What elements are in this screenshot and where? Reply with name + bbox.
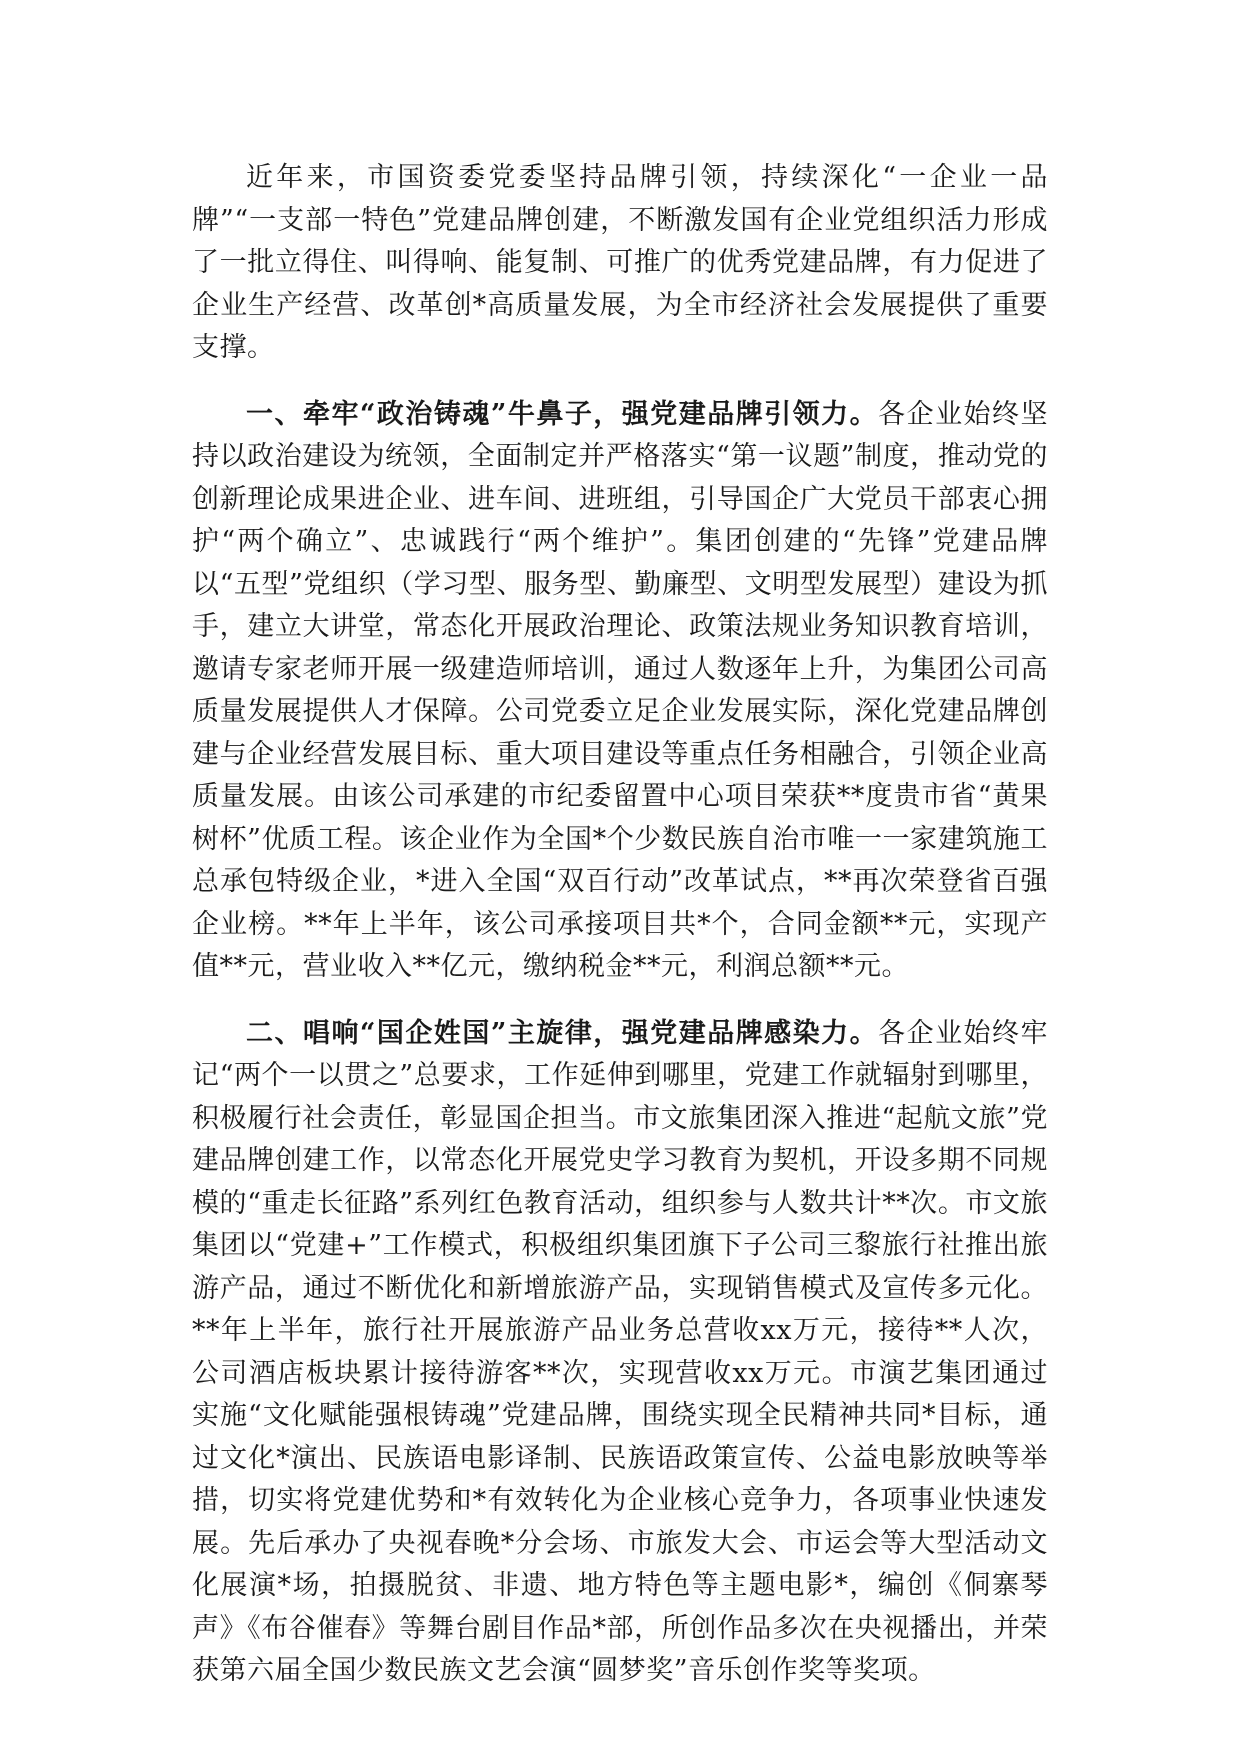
paragraph-intro [192, 157, 1048, 370]
section-1-text: 各企业始终坚持以政治建设为统领，全面制定并严格落实“第一议题”制度，推动党的创新理论成果进企业、进车间、进班组，引导国企广大党员干部衷心拥护“两个确立”、忠诚践行“两个维护”。集团创建的“先锋”党建品牌以“五型”党组织（学习型、服务型、勤廉型、文明型发展型）建设为抓手，建立大讲堂，常态化开展政治理论、政策法规业务知识教育培训，邀请专家老师开展一级建造师培训，通过人数逐年上升，为集团公司高质量发展提供人才保障。公司党委立足企业发展实际，深化党建品牌创建与企业经营发展目标、重大项目建设等重点任务相融合，引领企业高质量发展。由该公司承建的市纪委留置中心项目荣获**度贵市省“黄果树杯”优质工程。该企业作为全国*个少数民族自治市唯一一家建筑施工总承包特级企业，*进入全国“双百行动”改革试点，**再次荣登省百强企业榜。**年上半年，该公司承接项目共*个，合同金额**元，实现产值**元，营业收入**亿元，缴纳税金**元，利润总额**元。 [192, 398, 1049, 982]
section-2-heading: 二、唱响“国企姓国”主旋律，强党建品牌感染力。 [246, 1017, 879, 1049]
paragraph-section-1 [192, 394, 1048, 989]
section-1-heading: 一、牵牢“政治铸魂”牛鼻子，强党建品牌引领力。 [246, 398, 879, 430]
paragraph-intro-text: 近年来，市国资委党委坚持品牌引领，持续深化“一企业一品牌”“一支部一特色”党建品牌创建，不断激发国有企业党组织活力形成了一批立得住、叫得响、能复制、可推广的优秀党建品牌，有力促进了企业生产经营、改革创*高质量发展，为全市经济社会发展提供了重要支撑。 [192, 162, 1048, 363]
paragraph-section-2 [192, 1013, 1048, 1693]
section-2-text: 各企业始终牢记“两个一以贯之”总要求，工作延伸到哪里，党建工作就辐射到哪里，积极履行社会责任，彰显国企担当。市文旅集团深入推进“起航文旅”党建品牌创建工作，以常态化开展党史学习教育为契机，开设多期不同规模的“重走长征路”系列红色教育活动，组织参与人数共计**次。市文旅集团以“党建+”工作模式，积极组织集团旗下子公司三黎旅行社推出旅游产品，通过不断优化和新增旅游产品，实现销售模式及宣传多元化。**年上半年，旅行社开展旅游产品业务总营收xx万元，接待**人次，公司酒店板块累计接待游客**次，实现营收xx万元。市演艺集团通过实施“文化赋能强根铸魂”党建品牌，围绕实现全民精神共同*目标，通过文化*演出、民族语电影译制、民族语政策宣传、公益电影放映等举措，切实将党建优势和*有效转化为企业核心竞争力，各项事业快速发展。先后承办了央视春晚*分会场、市旅发大会、市运会等大型活动文化展演*场，拍摄脱贫、非遗、地方特色等主题电影*，编创《侗寨琴声》《布谷催春》等舞台剧目作品*部，所创作品多次在央视播出，并荣获第六届全国少数民族文艺会演“圆梦奖”音乐创作奖等奖项。 [192, 1017, 1049, 1686]
document-page [192, 157, 1048, 1717]
